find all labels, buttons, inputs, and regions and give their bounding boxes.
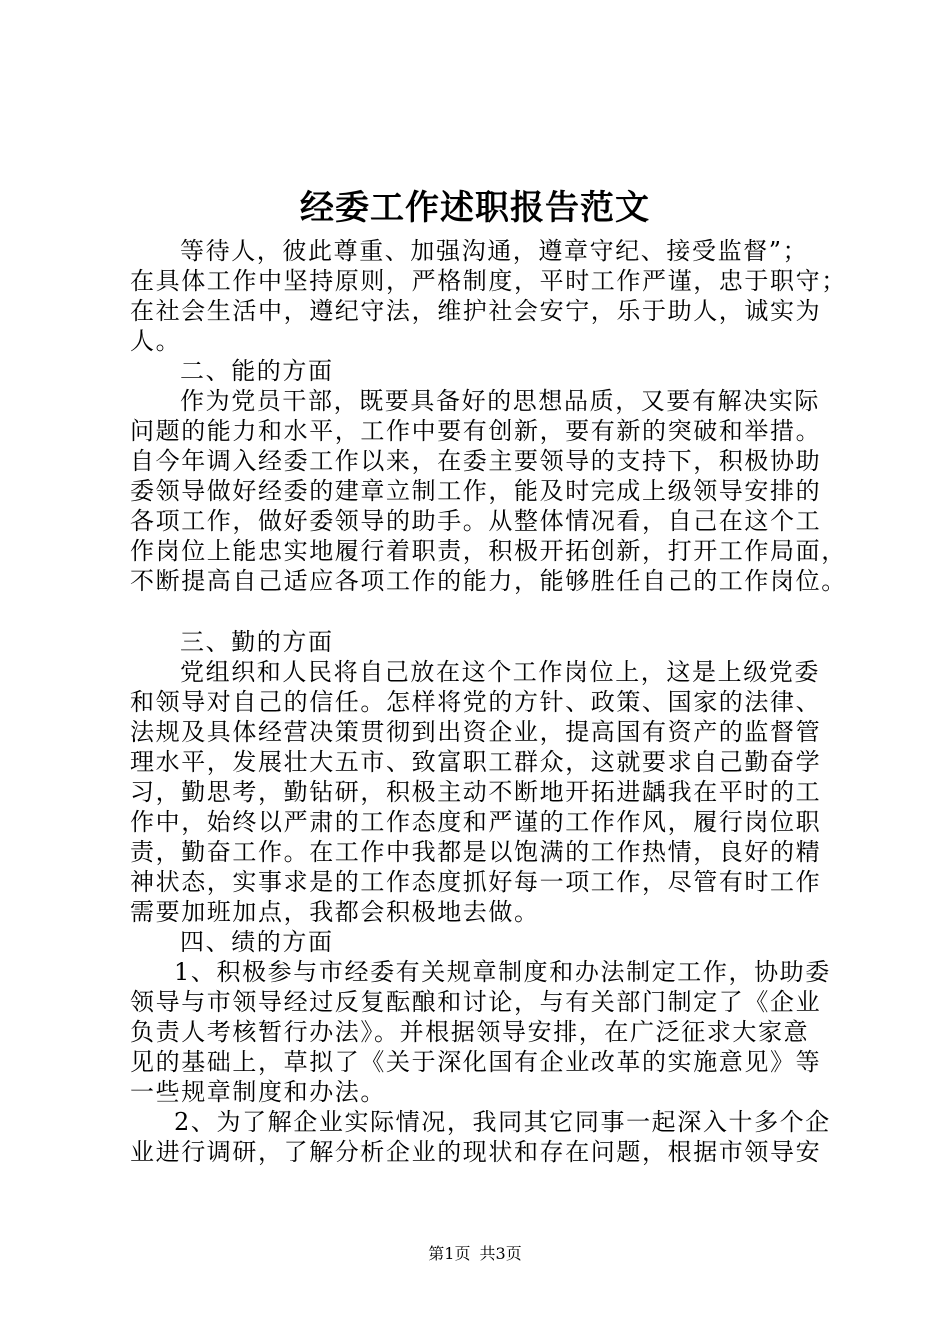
paragraph-gap <box>130 596 825 627</box>
body-line: 作为党员干部，既要具备好的思想品质，又要有解决实际 <box>180 387 820 415</box>
body-line: 1、积极参与市经委有关规章制度和办法制定工作，协助委 <box>174 958 831 986</box>
body-line: 和领导对自己的信任。怎样将党的方针、政策、国家的法律、 <box>130 688 822 716</box>
body-line: 理水平，发展壮大五市、致富职工群众，这就要求自己勤奋学 <box>130 748 822 776</box>
body-line: 等待人，彼此尊重、加强沟通，遵章守纪、接受监督”； <box>180 237 809 265</box>
body-line: 2、为了解企业实际情况，我同其它同事一起深入十多个企 <box>174 1108 831 1136</box>
body-line: 在具体工作中坚持原则，严格制度，平时工作严谨，忠于职守； <box>130 267 847 295</box>
body-line: 习，勤思考，勤钻研，积极主动不断地开拓进龋我在平时的工 <box>130 778 822 806</box>
body-line: 责，勤奋工作。在工作中我都是以饱满的工作热情，良好的精 <box>130 838 822 866</box>
page-number: 第1页 <box>428 1244 471 1263</box>
body-line: 作中，始终以严肃的工作态度和严谨的工作作风，履行岗位职 <box>130 808 822 836</box>
body-line: 作岗位上能忠实地履行着职责，积极开拓创新，打开工作局面， <box>130 537 847 565</box>
section-heading: 四、绩的方面 <box>180 928 334 956</box>
document-title: 经委工作述职报告范文 <box>300 188 650 228</box>
page-footer <box>0 1243 950 1265</box>
body-line: 人。 <box>130 327 182 355</box>
body-line: 党组织和人民将自己放在这个工作岗位上，这是上级党委 <box>180 658 820 686</box>
body-line: 在社会生活中，遵纪守法，维护社会安宁，乐于助人，诚实为 <box>130 297 822 325</box>
body-line: 委领导做好经委的建章立制工作，能及时完成上级领导安排的 <box>130 477 822 505</box>
document-body <box>130 236 847 1167</box>
page-total: 共3页 <box>479 1244 522 1263</box>
section-heading: 二、能的方面 <box>180 357 334 385</box>
body-line: 不断提高自己适应各项工作的能力，能够胜任自己的工作岗位。 <box>130 567 847 595</box>
section-heading: 三、勤的方面 <box>180 628 334 656</box>
body-line: 一些规章制度和办法。 <box>130 1078 386 1106</box>
body-line: 自今年调入经委工作以来，在委主要领导的支持下，积极协助 <box>130 447 822 475</box>
body-line: 领导与市领导经过反复酝酿和讨论，与有关部门制定了《企业 <box>130 988 822 1016</box>
body-line: 需要加班加点，我都会积极地去做。 <box>130 898 540 926</box>
body-line: 问题的能力和水平，工作中要有创新，要有新的突破和举措。 <box>130 417 822 445</box>
body-line: 业进行调研，了解分析企业的现状和存在问题，根据市领导安 <box>130 1138 822 1166</box>
body-line: 各项工作，做好委领导的助手。从整体情况看，自己在这个工 <box>130 507 822 535</box>
body-line: 神状态，实事求是的工作态度抓好每一项工作，尽管有时工作 <box>130 868 822 896</box>
body-line: 负责人考核暂行办法》。并根据领导安排，在广泛征求大家意 <box>130 1018 810 1046</box>
body-line: 法规及具体经营决策贯彻到出资企业，提高国有资产的监督管 <box>130 718 822 746</box>
body-line: 见的基础上，草拟了《关于深化国有企业改革的实施意见》等 <box>130 1048 822 1076</box>
